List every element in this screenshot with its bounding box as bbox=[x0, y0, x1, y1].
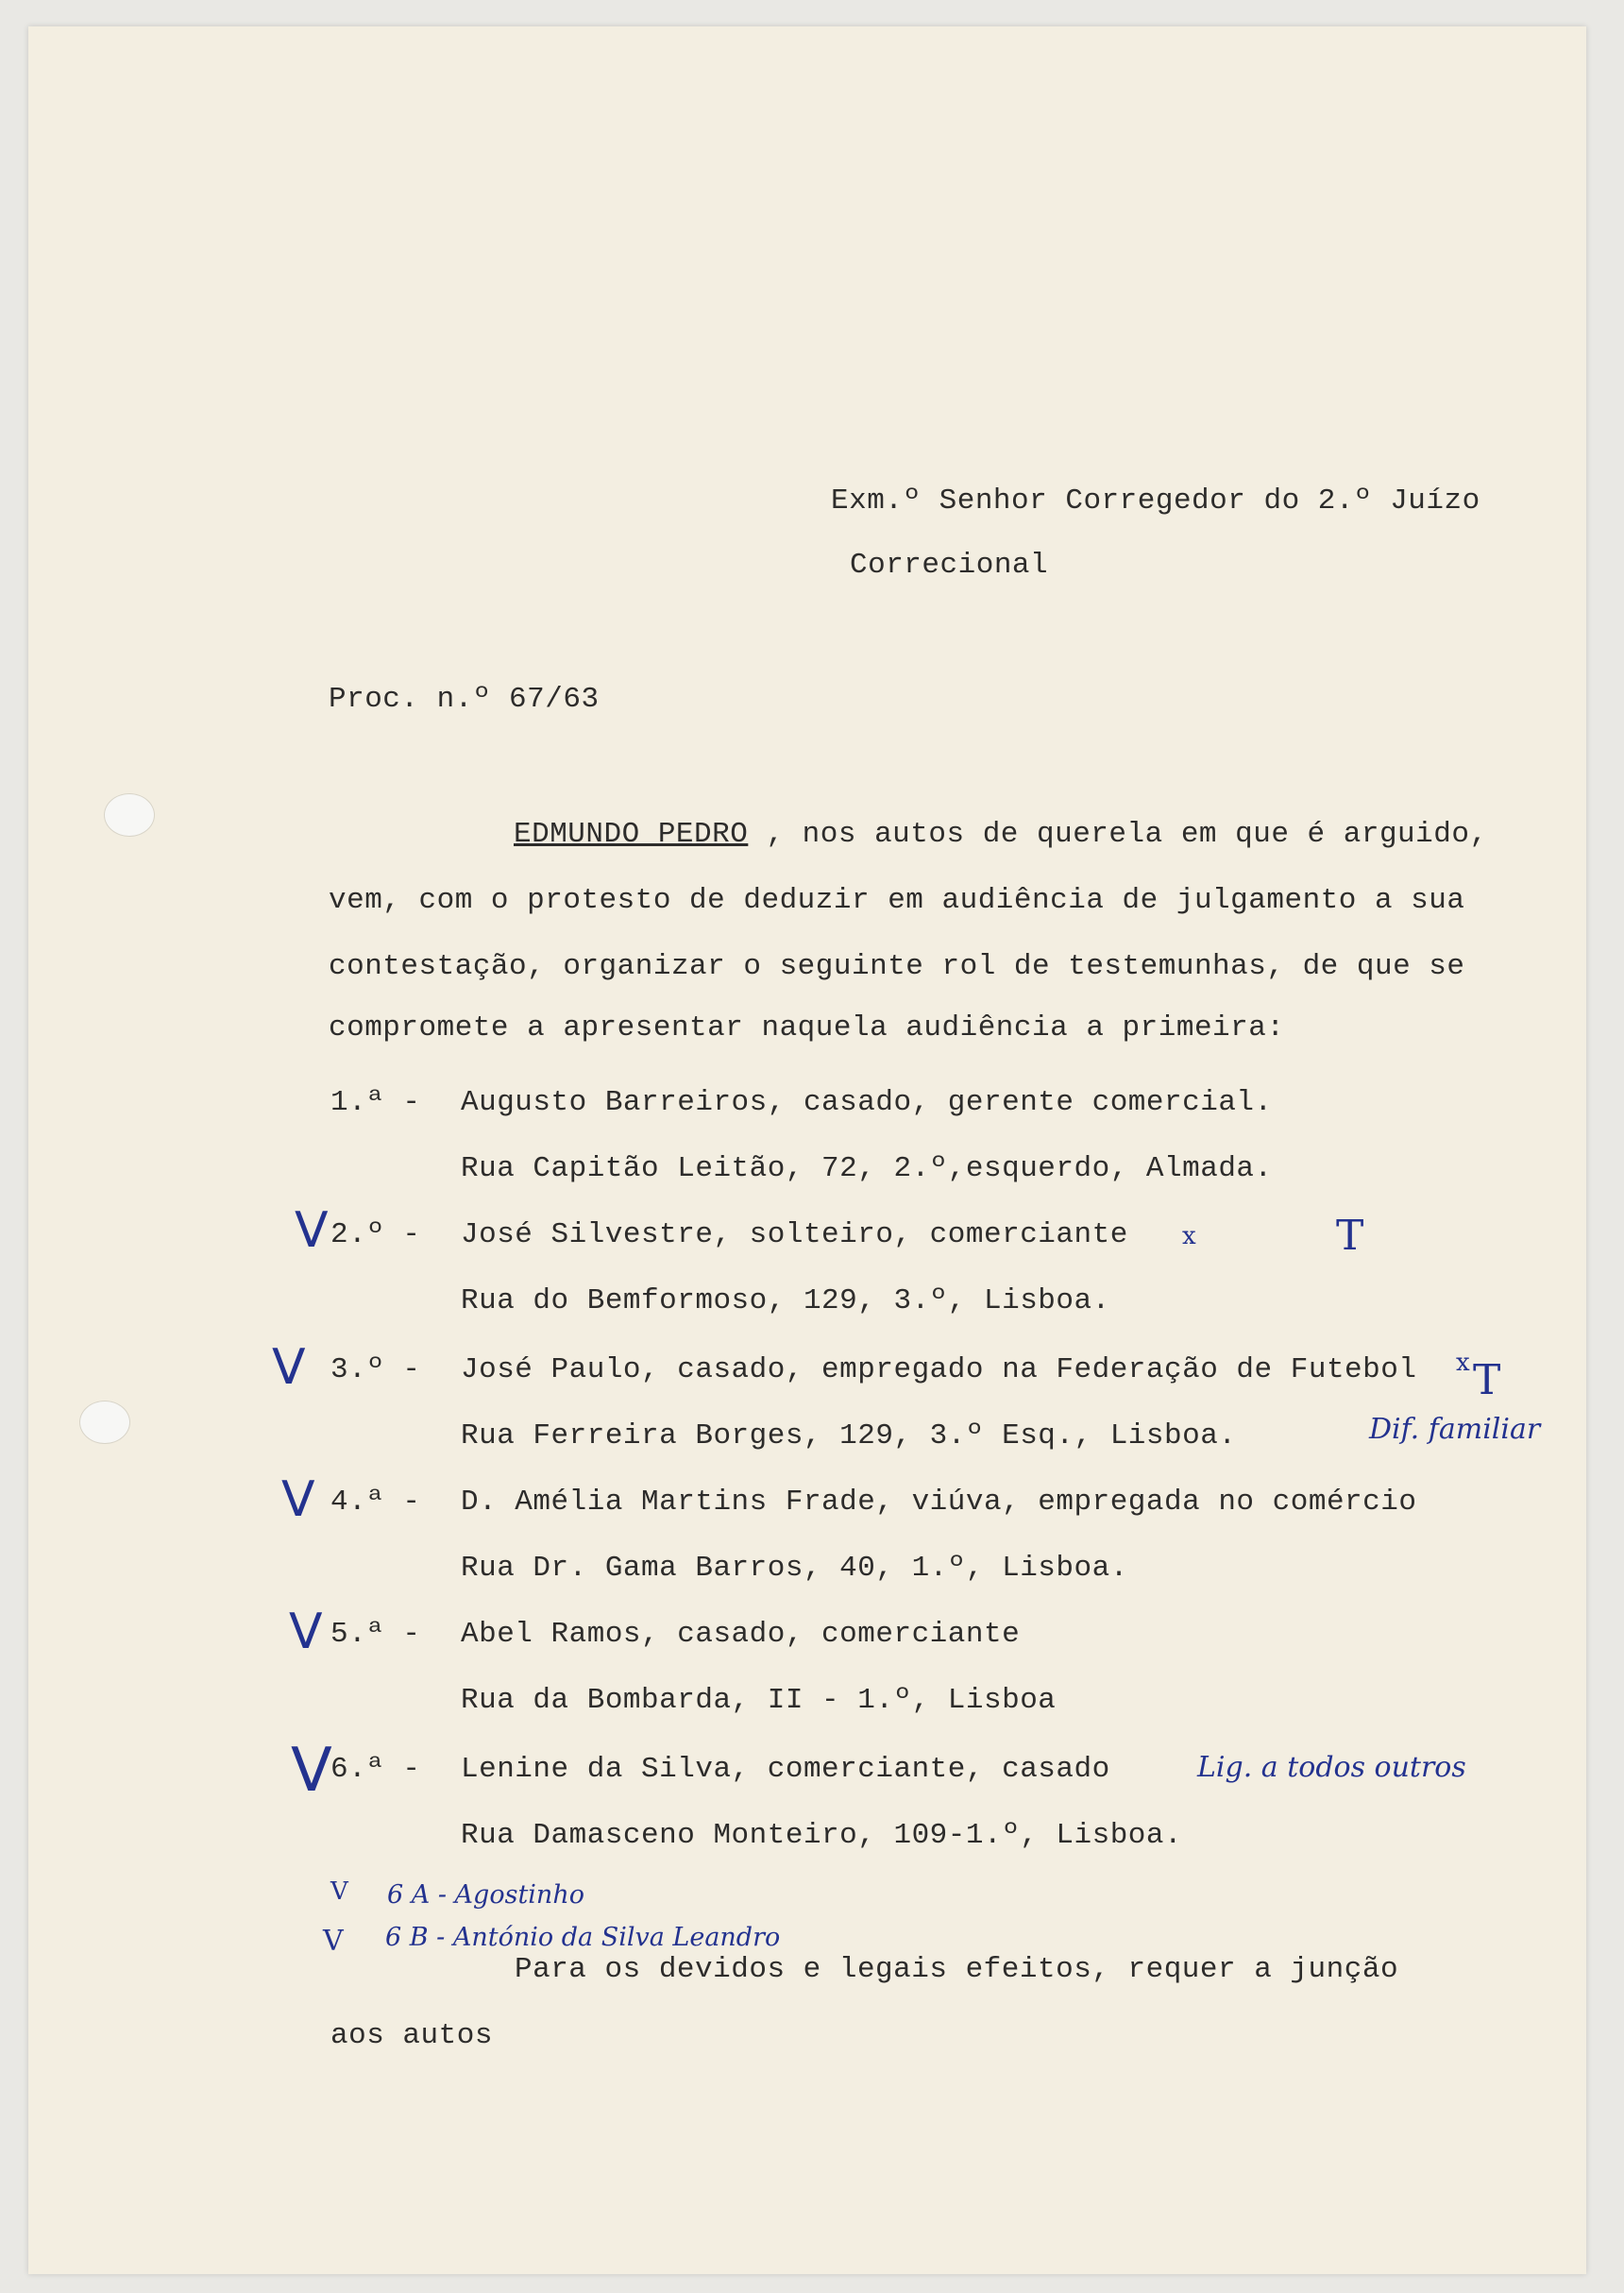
addressee-line-1: Exm.º Senhor Corregedor do 2.º Juízo bbox=[831, 484, 1480, 518]
checkmark-2: V bbox=[295, 1202, 329, 1259]
witness-1-number: 1.ª - bbox=[330, 1086, 421, 1119]
punch-hole-bottom bbox=[79, 1401, 130, 1444]
witness-3-address: Rua Ferreira Borges, 129, 3.º Esq., Lisboa. bbox=[461, 1419, 1237, 1452]
document-page bbox=[28, 26, 1586, 2274]
witness-6-address: Rua Damasceno Monteiro, 109-1.º, Lisboa. bbox=[461, 1819, 1183, 1852]
witness-4-number: 4.ª - bbox=[330, 1486, 421, 1519]
note-familiar: Dif. familiar bbox=[1369, 1413, 1541, 1446]
x-mark-2: x bbox=[1182, 1222, 1196, 1250]
witness-1-desc: Augusto Barreiros, casado, gerente comercial. bbox=[461, 1086, 1273, 1119]
t-mark-2: T bbox=[1336, 1212, 1364, 1260]
intro-line-2: vem, com o protesto de deduzir em audiência de julgamento a sua bbox=[329, 884, 1465, 917]
witness-6-desc: Lenine da Silva, comerciante, casado bbox=[461, 1753, 1110, 1786]
intro-line-3: contestação, organizar o seguinte rol de testemunhas, de que se bbox=[329, 950, 1465, 983]
checkmark-5: V bbox=[289, 1604, 323, 1660]
closing-line-1: Para os devidos e legais efeitos, requer a junção bbox=[515, 1953, 1399, 1986]
addressee-line-2: Correcional bbox=[850, 549, 1049, 582]
witness-4-address: Rua Dr. Gama Barros, 40, 1.º, Lisboa. bbox=[461, 1552, 1128, 1585]
checkmark-4: V bbox=[281, 1471, 315, 1528]
checkmark-6: V bbox=[291, 1736, 332, 1806]
witness-3-desc: José Paulo, casado, empregado na Federação de Futebol bbox=[461, 1353, 1417, 1386]
closing-line-2: aos autos bbox=[330, 2019, 493, 2052]
witness-4-desc: D. Amélia Martins Frade, viúva, empregada no comércio bbox=[461, 1486, 1417, 1519]
witness-5-address: Rua da Bombarda, II - 1.º, Lisboa bbox=[461, 1684, 1057, 1717]
witness-6-number: 6.ª - bbox=[330, 1753, 421, 1786]
punch-hole-top bbox=[104, 793, 155, 837]
process-number: Proc. n.º 67/63 bbox=[329, 683, 600, 716]
witness-2-number: 2.º - bbox=[330, 1218, 421, 1251]
witness-1-address: Rua Capitão Leitão, 72, 2.º,esquerdo, Almada. bbox=[461, 1152, 1273, 1185]
extra-check-6a: V bbox=[330, 1877, 348, 1906]
intro-line-1-rest: , nos autos de querela em que é arguido, bbox=[766, 818, 1488, 851]
extra-check-6b: V bbox=[323, 1925, 344, 1958]
witness-3-number: 3.º - bbox=[330, 1353, 421, 1386]
witness-5-desc: Abel Ramos, casado, comerciante bbox=[461, 1618, 1021, 1651]
intro-line-1 bbox=[514, 818, 1488, 851]
t-mark-3: T bbox=[1473, 1356, 1501, 1404]
x-mark-3: x bbox=[1456, 1349, 1470, 1377]
witness-2-desc: José Silvestre, solteiro, comerciante bbox=[461, 1218, 1128, 1251]
witness-2-address: Rua do Bemformoso, 129, 3.º, Lisboa. bbox=[461, 1284, 1110, 1317]
extra-witness-6b: 6 B - António da Silva Leandro bbox=[385, 1923, 781, 1952]
extra-witness-6a: 6 A - Agostinho bbox=[387, 1880, 584, 1910]
intro-line-4: compromete a apresentar naquela audiência a primeira: bbox=[329, 1011, 1285, 1045]
checkmark-3: V bbox=[272, 1339, 306, 1396]
note-lenine: Lig. a todos outros bbox=[1197, 1751, 1466, 1784]
witness-5-number: 5.ª - bbox=[330, 1618, 421, 1651]
defendant-name: EDMUNDO PEDRO bbox=[514, 818, 749, 851]
